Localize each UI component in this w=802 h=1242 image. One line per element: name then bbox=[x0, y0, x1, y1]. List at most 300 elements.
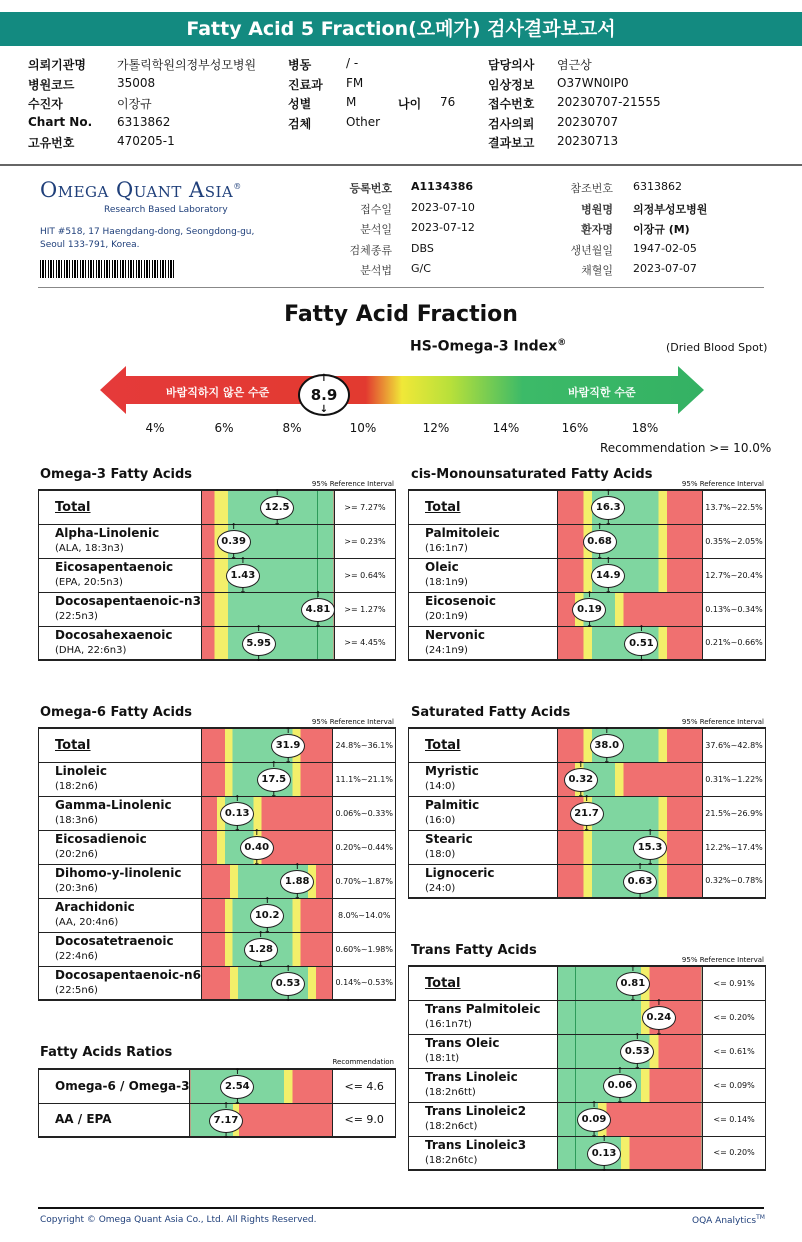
level-bar bbox=[557, 626, 702, 660]
fatty-acid-name-cell bbox=[39, 830, 202, 864]
reg-value: G/C bbox=[411, 262, 431, 275]
ratios-table bbox=[38, 1068, 396, 1138]
reg-label: 채혈일 bbox=[581, 264, 613, 277]
fatty-acid-row bbox=[409, 796, 766, 830]
age-label: 나이 bbox=[398, 97, 422, 111]
reference-interval: 0.31%~1.22% bbox=[703, 762, 766, 796]
header-value: 6313862 bbox=[117, 114, 171, 129]
value-marker: ↑ 31.9 ↓ bbox=[271, 734, 305, 758]
header-value: 470205-1 bbox=[117, 134, 175, 148]
reference-interval: >= 1.27% bbox=[334, 592, 395, 626]
value-marker: ↑ 0.09 ↓ bbox=[577, 1108, 611, 1132]
fatty-acid-code: (16:0) bbox=[425, 815, 456, 826]
header-value: O37WN0IP0 bbox=[557, 75, 629, 90]
reference-interval: >= 0.23% bbox=[334, 524, 395, 558]
reg-value: DBS bbox=[411, 241, 434, 255]
bar-guide-line bbox=[317, 627, 318, 660]
level-bar bbox=[201, 592, 334, 626]
fatty-acid-name-cell bbox=[409, 966, 558, 1000]
reg-value: 의정부성모병원 bbox=[633, 202, 708, 216]
index-subtitle: (Dried Blood Spot) bbox=[666, 341, 768, 354]
index-scale-label: 12% bbox=[422, 421, 450, 435]
fatty-acid-code: (18:3n6) bbox=[55, 815, 98, 826]
fatty-acid-code: (22:4n6) bbox=[55, 951, 98, 962]
fatty-acid-name-cell bbox=[39, 558, 202, 592]
ratios-title: Fatty Acids Ratios bbox=[40, 1045, 173, 1060]
value-marker: ↑ 0.53 ↓ bbox=[271, 972, 305, 996]
level-bar bbox=[557, 1102, 702, 1136]
omega3-ref-caption: 95% Reference Interval bbox=[311, 480, 394, 488]
bar-guide-line bbox=[575, 1137, 576, 1170]
fatty-acid-name: Dihomo-y-linolenic bbox=[55, 866, 182, 880]
reference-interval: 0.06%~0.33% bbox=[333, 796, 396, 830]
fatty-acid-name-cell bbox=[39, 898, 202, 932]
fatty-acid-name-cell bbox=[39, 1103, 190, 1137]
fatty-acid-row bbox=[39, 1069, 396, 1103]
omega6-table bbox=[38, 727, 396, 1001]
index-scale-label: 14% bbox=[492, 421, 520, 435]
fatty-acid-code: (20:2n6) bbox=[55, 849, 98, 860]
fatty-acid-name: Trans Linoleic bbox=[425, 1070, 518, 1084]
value-marker: ↑ 16.3 ↓ bbox=[591, 496, 625, 520]
value-marker: ↑ 0.24 ↓ bbox=[642, 1006, 676, 1030]
fatty-acid-code: (14:0) bbox=[425, 781, 456, 792]
fatty-acid-code: (20:1n9) bbox=[425, 611, 468, 622]
fatty-acid-name-cell bbox=[409, 1102, 558, 1136]
fatty-acid-name: Docosapentaenoic-n6 bbox=[55, 967, 201, 982]
value-marker: ↑ 7.17 ↓ bbox=[209, 1109, 243, 1133]
value-marker: ↑ 2.54 ↓ bbox=[220, 1075, 254, 1099]
level-bar bbox=[557, 728, 702, 762]
value-marker: ↑ 0.81 ↓ bbox=[616, 972, 650, 996]
level-bar bbox=[557, 592, 702, 626]
index-scale-label: 10% bbox=[349, 421, 377, 435]
fatty-acid-row bbox=[39, 524, 396, 558]
total-label: Total bbox=[425, 975, 461, 991]
fatty-acid-row bbox=[409, 1034, 766, 1068]
reference-interval: <= 0.14% bbox=[703, 1102, 766, 1136]
fatty-acid-row bbox=[39, 864, 396, 898]
fatty-acid-name: Eicosapentaenoic bbox=[55, 560, 174, 574]
header-label: 진료과 bbox=[288, 77, 323, 92]
reference-interval: <= 0.20% bbox=[703, 1136, 766, 1170]
fatty-acid-row bbox=[409, 626, 766, 660]
fatty-acid-name-cell bbox=[39, 966, 202, 1000]
fatty-acid-name: Oleic bbox=[425, 560, 459, 574]
value-marker: ↑ 14.9 ↓ bbox=[591, 564, 625, 588]
fatty-acid-name-cell bbox=[409, 592, 558, 626]
level-bar bbox=[201, 762, 333, 796]
reg-label: 분석일 bbox=[360, 223, 392, 236]
header-label: 의뢰기관명 bbox=[28, 58, 86, 72]
header-value: 20230707 bbox=[557, 114, 619, 129]
header-value: Other bbox=[346, 114, 381, 129]
ratios-caption: Recommendation bbox=[332, 1058, 394, 1066]
fatty-acid-name-cell bbox=[39, 1069, 190, 1103]
lab-address-line1: HIT #518, 17 Haengdang-dong, Seongdong-gu, bbox=[40, 227, 255, 237]
fatty-acid-code: (16:1n7t) bbox=[425, 1019, 472, 1030]
reg-value: 이장규 (M) bbox=[633, 223, 690, 236]
fatty-acid-code: (18:2n6tt) bbox=[425, 1087, 476, 1098]
header-value: 염근상 bbox=[557, 58, 592, 72]
reference-interval: 12.7%~20.4% bbox=[703, 558, 766, 592]
level-bar bbox=[201, 796, 333, 830]
fatty-acid-name-cell bbox=[39, 932, 202, 966]
level-bar bbox=[557, 1068, 702, 1102]
value-marker: ↑ 1.88 ↓ bbox=[280, 870, 314, 894]
bar-guide-line bbox=[317, 559, 318, 592]
fatty-acid-name: Eicosadienoic bbox=[55, 832, 147, 846]
index-scale-label: 18% bbox=[631, 421, 659, 435]
omega6-ref-caption: 95% Reference Interval bbox=[311, 718, 394, 726]
index-scale-label: 6% bbox=[214, 421, 234, 435]
fatty-acid-name-cell bbox=[39, 592, 202, 626]
fatty-acid-name: Alpha-Linolenic bbox=[55, 526, 160, 540]
fatty-acid-name: Palmitic bbox=[425, 798, 480, 812]
bar-guide-line bbox=[317, 491, 318, 524]
trans-title: Trans Fatty Acids bbox=[411, 943, 537, 958]
fatty-acid-code: (20:3n6) bbox=[55, 883, 98, 894]
level-bar bbox=[557, 1136, 702, 1170]
fatty-acid-row bbox=[39, 898, 396, 932]
fatty-acid-row bbox=[409, 864, 766, 898]
index-recommendation: Recommendation >= 10.0% bbox=[600, 441, 772, 455]
reg-value: 1947-02-05 bbox=[633, 241, 697, 255]
lab-subtitle: Research Based Laboratory bbox=[104, 205, 228, 215]
fatty-acid-name: Lignoceric bbox=[425, 865, 495, 880]
level-bar bbox=[201, 728, 333, 762]
fatty-acid-name: Docosahexaenoic bbox=[55, 627, 173, 642]
reg-label: 검체종류 bbox=[349, 243, 392, 257]
reg-value: 2023-07-07 bbox=[633, 262, 697, 275]
fatty-acid-row bbox=[39, 932, 396, 966]
fatty-acid-row bbox=[39, 796, 396, 830]
level-bar bbox=[201, 830, 333, 864]
value-marker: ↑ 21.7 ↓ bbox=[570, 802, 604, 826]
fatty-acid-row bbox=[39, 762, 396, 796]
reg-label: 생년월일 bbox=[570, 243, 613, 257]
fatty-acid-name: Omega-6 / Omega-3 bbox=[55, 1078, 190, 1093]
fatty-acid-name-cell bbox=[39, 796, 202, 830]
fatty-acid-row bbox=[409, 1068, 766, 1102]
value-marker: ↑ 1.43 ↓ bbox=[226, 564, 260, 588]
omega6-title: Omega-6 Fatty Acids bbox=[40, 705, 193, 720]
omega3-table bbox=[38, 489, 396, 661]
cismono-table bbox=[408, 489, 766, 661]
fatty-acid-name-cell bbox=[409, 1000, 558, 1034]
value-marker: ↑ 0.63 ↓ bbox=[623, 870, 657, 894]
reference-interval: 11.1%~21.1% bbox=[333, 762, 396, 796]
level-bar bbox=[557, 1000, 702, 1034]
reference-interval: 8.0%~14.0% bbox=[333, 898, 396, 932]
reg-label: 환자명 bbox=[581, 223, 613, 236]
header-label: 담당의사 bbox=[488, 58, 535, 72]
fatty-acid-code: (18:1t) bbox=[425, 1053, 460, 1064]
fatty-acid-row bbox=[39, 728, 396, 762]
header-value: 20230707-21555 bbox=[557, 95, 661, 109]
level-bar bbox=[557, 490, 702, 524]
bar-guide-line bbox=[575, 1069, 576, 1102]
value-marker: ↑ 4.81 ↓ bbox=[301, 598, 335, 622]
reference-interval: <= 4.6 bbox=[333, 1069, 396, 1103]
fatty-acid-row bbox=[39, 592, 396, 626]
fatty-acid-row bbox=[39, 626, 396, 660]
fatty-acid-name: Nervonic bbox=[425, 627, 485, 642]
value-marker: ↑ 12.5 ↓ bbox=[260, 496, 294, 520]
header-label: 검체 bbox=[288, 116, 312, 131]
fatty-acid-name-cell bbox=[409, 728, 558, 762]
reference-interval: 13.7%~22.5% bbox=[703, 490, 766, 524]
reference-interval: 0.14%~0.53% bbox=[333, 966, 396, 1000]
header-value: 35008 bbox=[117, 75, 156, 90]
bar-guide-line bbox=[575, 967, 576, 1000]
level-bar bbox=[190, 1103, 333, 1137]
reference-interval: 0.60%~1.98% bbox=[333, 932, 396, 966]
index-bad-label: 바람직하지 않은 수준 bbox=[166, 386, 270, 399]
header-label: 병동 bbox=[288, 58, 312, 72]
fatty-acid-name: Trans Palmitoleic bbox=[425, 1002, 541, 1016]
value-marker: ↑ 0.06 ↓ bbox=[603, 1074, 637, 1098]
header-label: 고유번호 bbox=[28, 136, 75, 150]
saturated-title: Saturated Fatty Acids bbox=[411, 705, 571, 720]
header-value: 20230713 bbox=[557, 134, 619, 148]
value-marker: ↑ 38.0 ↓ bbox=[590, 734, 624, 758]
reg-label: 등록번호 bbox=[349, 182, 392, 195]
reference-interval: <= 0.20% bbox=[703, 1000, 766, 1034]
value-marker: ↑ 1.28 ↓ bbox=[244, 938, 278, 962]
level-bar bbox=[201, 966, 333, 1000]
fatty-acid-name-cell bbox=[409, 1034, 558, 1068]
fatty-acid-row bbox=[409, 966, 766, 1000]
fatty-acid-code: (22:5n6) bbox=[55, 984, 98, 996]
level-bar bbox=[201, 932, 333, 966]
reg-label: 접수일 bbox=[360, 202, 392, 216]
reference-interval: 37.6%~42.8% bbox=[703, 728, 766, 762]
index-good-label: 바람직한 수준 bbox=[568, 386, 636, 399]
copyright-text: Copyright © Omega Quant Asia Co., Ltd. All Rights Reserved. bbox=[40, 1215, 317, 1225]
bar-guide-line bbox=[317, 525, 318, 558]
total-label: Total bbox=[55, 737, 91, 753]
fatty-acid-row bbox=[39, 1103, 396, 1137]
fatty-acid-name-cell bbox=[39, 762, 202, 796]
fatty-acid-row bbox=[409, 830, 766, 864]
fatty-acid-name: Eicosenoic bbox=[425, 594, 496, 608]
cismono-title: cis-Monounsaturated Fatty Acids bbox=[411, 467, 653, 482]
fatty-acid-code: (18:2n6) bbox=[55, 781, 98, 792]
fatty-acid-row bbox=[409, 1000, 766, 1034]
reference-interval: 0.13%~0.34% bbox=[703, 592, 766, 626]
value-marker: ↑ 0.68 ↓ bbox=[583, 530, 617, 554]
fatty-acid-code: (EPA, 20:5n3) bbox=[55, 577, 123, 588]
value-marker: ↑ 15.3 ↓ bbox=[633, 836, 667, 860]
level-bar bbox=[557, 864, 702, 898]
footer-divider bbox=[38, 1207, 764, 1209]
fatty-acid-name-cell bbox=[409, 796, 558, 830]
fatty-acid-name-cell bbox=[39, 626, 202, 660]
fatty-acid-name-cell bbox=[409, 762, 558, 796]
fatty-acid-row bbox=[409, 592, 766, 626]
fraction-title: Fatty Acid Fraction bbox=[284, 302, 518, 327]
header-value: M bbox=[346, 95, 357, 109]
reference-interval: 0.32%~0.78% bbox=[703, 864, 766, 898]
fatty-acid-row bbox=[409, 524, 766, 558]
reg-label: 분석법 bbox=[360, 264, 392, 277]
reference-interval: 0.20%~0.44% bbox=[333, 830, 396, 864]
level-bar bbox=[557, 558, 702, 592]
fatty-acid-code: (ALA, 18:3n3) bbox=[55, 543, 124, 554]
total-label: Total bbox=[425, 737, 461, 753]
index-title: HS-Omega-3 Index® bbox=[410, 338, 567, 355]
omega3-title: Omega-3 Fatty Acids bbox=[40, 467, 193, 482]
fatty-acid-code: (DHA, 22:6n3) bbox=[55, 644, 127, 656]
fatty-acid-row bbox=[409, 558, 766, 592]
reference-interval: <= 0.91% bbox=[703, 966, 766, 1000]
fatty-acid-name-cell bbox=[409, 626, 558, 660]
header-label: 접수번호 bbox=[488, 97, 535, 111]
fatty-acid-code: (18:0) bbox=[425, 849, 456, 860]
fatty-acid-code: (16:1n7) bbox=[425, 543, 468, 554]
level-bar bbox=[557, 1034, 702, 1068]
value-marker: ↑ 0.32 ↓ bbox=[564, 768, 598, 792]
fatty-acid-row bbox=[409, 728, 766, 762]
value-marker: ↑ 0.40 ↓ bbox=[240, 836, 274, 860]
value-marker: ↑ 0.13 ↓ bbox=[587, 1142, 621, 1166]
report-title: Fatty Acid 5 Fraction(오메가) 검사결과보고서 bbox=[0, 12, 802, 46]
lab-logo: Omega Quant Asia® bbox=[40, 178, 242, 202]
trans-ref-caption: 95% Reference Interval bbox=[681, 956, 764, 964]
index-scale-label: 4% bbox=[145, 421, 165, 435]
reg-label: 병원명 bbox=[581, 202, 613, 216]
level-bar bbox=[557, 762, 702, 796]
fatty-acid-name: Docosapentaenoic-n3 bbox=[55, 594, 201, 608]
index-value-marker: ↑ 8.9 ↓ bbox=[298, 374, 350, 416]
saturated-table bbox=[408, 727, 766, 899]
fatty-acid-row bbox=[409, 1136, 766, 1170]
reg-label: 참조번호 bbox=[570, 182, 613, 195]
value-marker: ↑ 0.19 ↓ bbox=[572, 598, 606, 622]
header-label: 병원코드 bbox=[28, 77, 75, 92]
fatty-acid-row bbox=[39, 830, 396, 864]
header-value: / - bbox=[346, 56, 359, 70]
level-bar bbox=[557, 524, 702, 558]
reference-interval: >= 0.64% bbox=[334, 558, 395, 592]
barcode bbox=[40, 260, 174, 278]
bar-guide-line bbox=[575, 1035, 576, 1068]
fatty-acid-name: Trans Linoleic3 bbox=[425, 1137, 527, 1152]
value-marker: ↑ 0.13 ↓ bbox=[220, 802, 254, 826]
value-marker: ↑ 17.5 ↓ bbox=[257, 768, 291, 792]
reg-value: 2023-07-12 bbox=[411, 221, 475, 234]
level-bar bbox=[190, 1069, 333, 1103]
age-value: 76 bbox=[440, 95, 456, 109]
oqa-brand: OQA Analytics™ bbox=[692, 1214, 765, 1226]
fatty-acid-name-cell bbox=[409, 1136, 558, 1170]
fatty-acid-name-cell bbox=[39, 728, 202, 762]
reg-value: A1134386 bbox=[411, 180, 474, 193]
saturated-ref-caption: 95% Reference Interval bbox=[681, 718, 764, 726]
fatty-acid-code: (24:0) bbox=[425, 882, 456, 894]
fatty-acid-name: Linoleic bbox=[55, 764, 108, 778]
level-bar bbox=[557, 966, 702, 1000]
value-marker: ↑ 0.39 ↓ bbox=[217, 530, 251, 554]
fatty-acid-name: Palmitoleic bbox=[425, 526, 500, 540]
header-value: 이장규 bbox=[117, 97, 152, 111]
header-label: 성별 bbox=[288, 97, 312, 111]
reg-value: 2023-07-10 bbox=[411, 200, 475, 214]
level-bar bbox=[201, 864, 333, 898]
reference-interval: 12.2%~17.4% bbox=[703, 830, 766, 864]
fatty-acid-name-cell bbox=[409, 864, 558, 898]
value-marker: ↑ 0.51 ↓ bbox=[624, 632, 658, 656]
header-label: 검사의뢰 bbox=[488, 116, 535, 131]
fatty-acid-name: Myristic bbox=[425, 764, 479, 778]
fatty-acid-code: (AA, 20:4n6) bbox=[55, 917, 119, 928]
fatty-acid-name: Docosatetraenoic bbox=[55, 934, 174, 948]
reference-interval: <= 0.09% bbox=[703, 1068, 766, 1102]
fatty-acid-code: (22:5n3) bbox=[55, 611, 98, 622]
reference-interval: 0.70%~1.87% bbox=[333, 864, 396, 898]
index-scale-label: 8% bbox=[282, 421, 302, 435]
fatty-acid-name: AA / EPA bbox=[55, 1112, 112, 1127]
fatty-acid-code: (18:2n6ct) bbox=[425, 1121, 478, 1132]
trans-table bbox=[408, 965, 766, 1171]
fatty-acid-name-cell bbox=[39, 490, 202, 524]
fatty-acid-row bbox=[409, 1102, 766, 1136]
fatty-acid-name-cell bbox=[409, 1068, 558, 1102]
fatty-acid-row bbox=[39, 490, 396, 524]
fatty-acid-code: (24:1n9) bbox=[425, 644, 468, 656]
total-label: Total bbox=[425, 499, 461, 515]
fatty-acid-name: Stearic bbox=[425, 832, 473, 846]
level-bar bbox=[201, 490, 334, 524]
level-bar bbox=[201, 626, 334, 660]
total-label: Total bbox=[55, 499, 91, 515]
fatty-acid-row bbox=[409, 490, 766, 524]
fatty-acid-code: (18:2n6tc) bbox=[425, 1154, 478, 1166]
header-label: 수진자 bbox=[28, 97, 63, 111]
fatty-acid-name-cell bbox=[409, 558, 558, 592]
value-marker: ↑ 10.2 ↓ bbox=[250, 904, 284, 928]
header-value: FM bbox=[346, 75, 364, 90]
lab-address-line2: Seoul 133-791, Korea. bbox=[40, 240, 140, 250]
reference-interval: 0.21%~0.66% bbox=[703, 626, 766, 660]
cismono-ref-caption: 95% Reference Interval bbox=[681, 480, 764, 488]
value-marker: ↑ 0.53 ↓ bbox=[620, 1040, 654, 1064]
reference-interval: <= 0.61% bbox=[703, 1034, 766, 1068]
index-scale-label: 16% bbox=[561, 421, 589, 435]
bar-guide-line bbox=[575, 1001, 576, 1034]
header-label: 결과보고 bbox=[488, 136, 535, 150]
level-bar bbox=[557, 796, 702, 830]
level-bar bbox=[557, 830, 702, 864]
fatty-acid-name: Trans Oleic bbox=[425, 1036, 500, 1050]
fatty-acid-name-cell bbox=[39, 864, 202, 898]
level-bar bbox=[201, 524, 334, 558]
fatty-acid-name: Gamma-Linolenic bbox=[55, 798, 172, 812]
level-bar bbox=[201, 898, 333, 932]
reg-value: 6313862 bbox=[633, 180, 682, 193]
reference-interval: 0.35%~2.05% bbox=[703, 524, 766, 558]
reference-interval: >= 7.27% bbox=[334, 490, 395, 524]
value-marker: ↑ 5.95 ↓ bbox=[242, 632, 276, 656]
fatty-acid-name: Trans Linoleic2 bbox=[425, 1104, 527, 1118]
fatty-acid-code: (18:1n9) bbox=[425, 577, 468, 588]
fatty-acid-row bbox=[39, 558, 396, 592]
fatty-acid-name-cell bbox=[409, 524, 558, 558]
reference-interval: >= 4.45% bbox=[334, 626, 395, 660]
fatty-acid-name-cell bbox=[39, 524, 202, 558]
reference-interval: 24.8%~36.1% bbox=[333, 728, 396, 762]
